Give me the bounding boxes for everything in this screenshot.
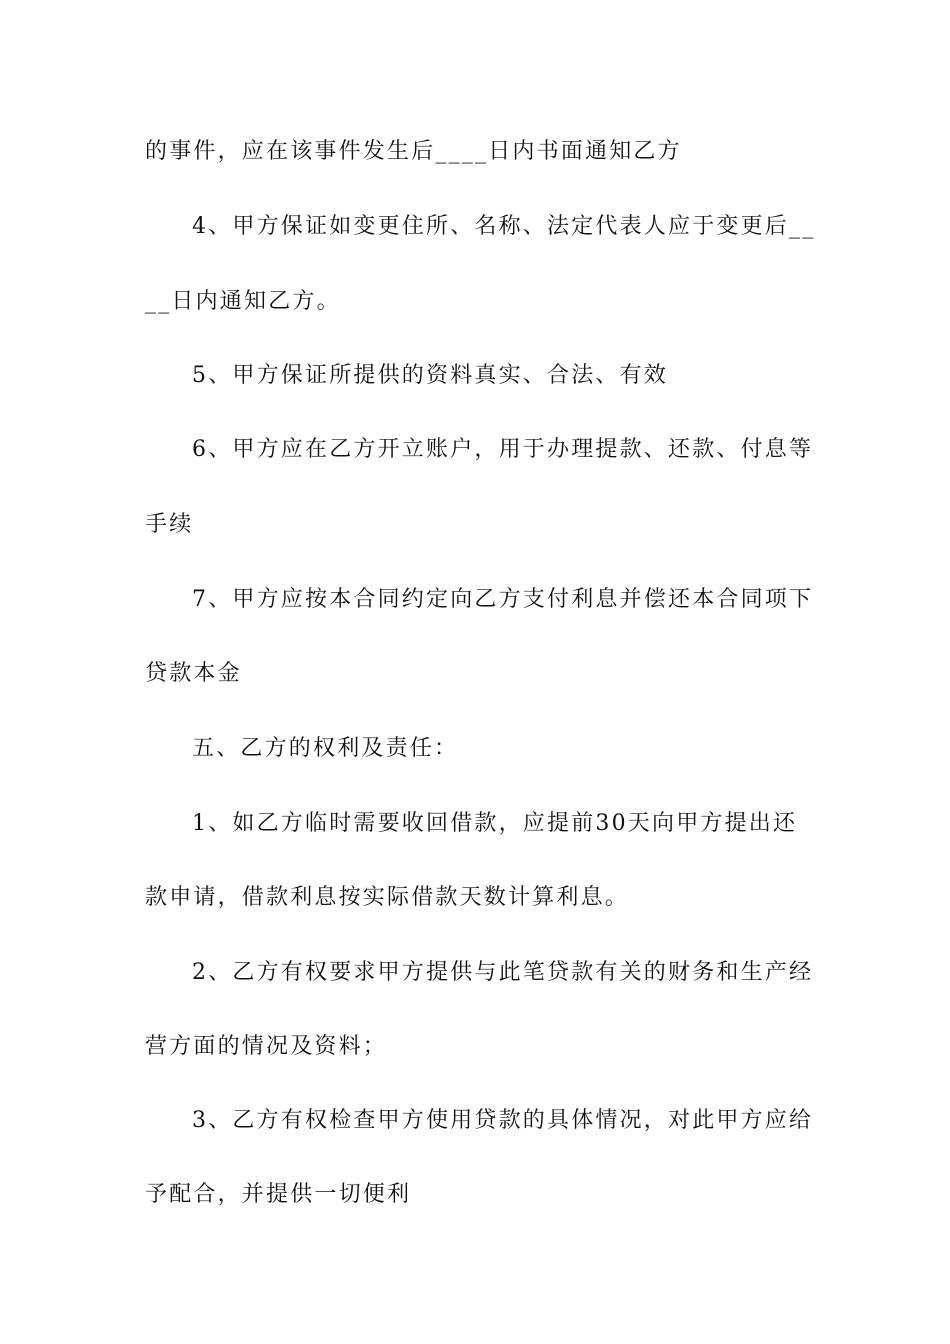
text-line: 贷款本金 <box>145 661 242 686</box>
text-line: __日内通知乙方。 <box>145 289 341 314</box>
text-line: 5、甲方保证所提供的资料真实、合法、有效 <box>192 363 668 388</box>
text-line: 2、乙方有权要求甲方提供与此笔贷款有关的财务和生产经 <box>192 960 814 985</box>
text-line: 手续 <box>145 512 194 537</box>
text-line: 4、甲方保证如变更住所、名称、法定代表人应于变更后__ <box>192 214 816 239</box>
text-line: 7、甲方应按本合同约定向乙方支付利息并偿还本合同项下 <box>192 587 814 612</box>
text-line: 3、乙方有权检查甲方使用贷款的具体情况，对此甲方应给 <box>192 1108 814 1133</box>
text-line: 1、如乙方临时需要收回借款，应提前30天向甲方提出还 <box>192 811 798 836</box>
text-line: 的事件，应在该事件发生后____日内书面通知乙方 <box>145 139 682 164</box>
text-line: 款申请，借款利息按实际借款天数计算利息。 <box>145 885 630 910</box>
text-line: 予配合，并提供一切便利 <box>145 1182 412 1207</box>
section-heading: 五、乙方的权利及责任： <box>192 736 459 761</box>
text-line: 营方面的情况及资料； <box>145 1034 388 1059</box>
text-line: 6、甲方应在乙方开立账户，用于办理提款、还款、付息等 <box>192 437 814 462</box>
